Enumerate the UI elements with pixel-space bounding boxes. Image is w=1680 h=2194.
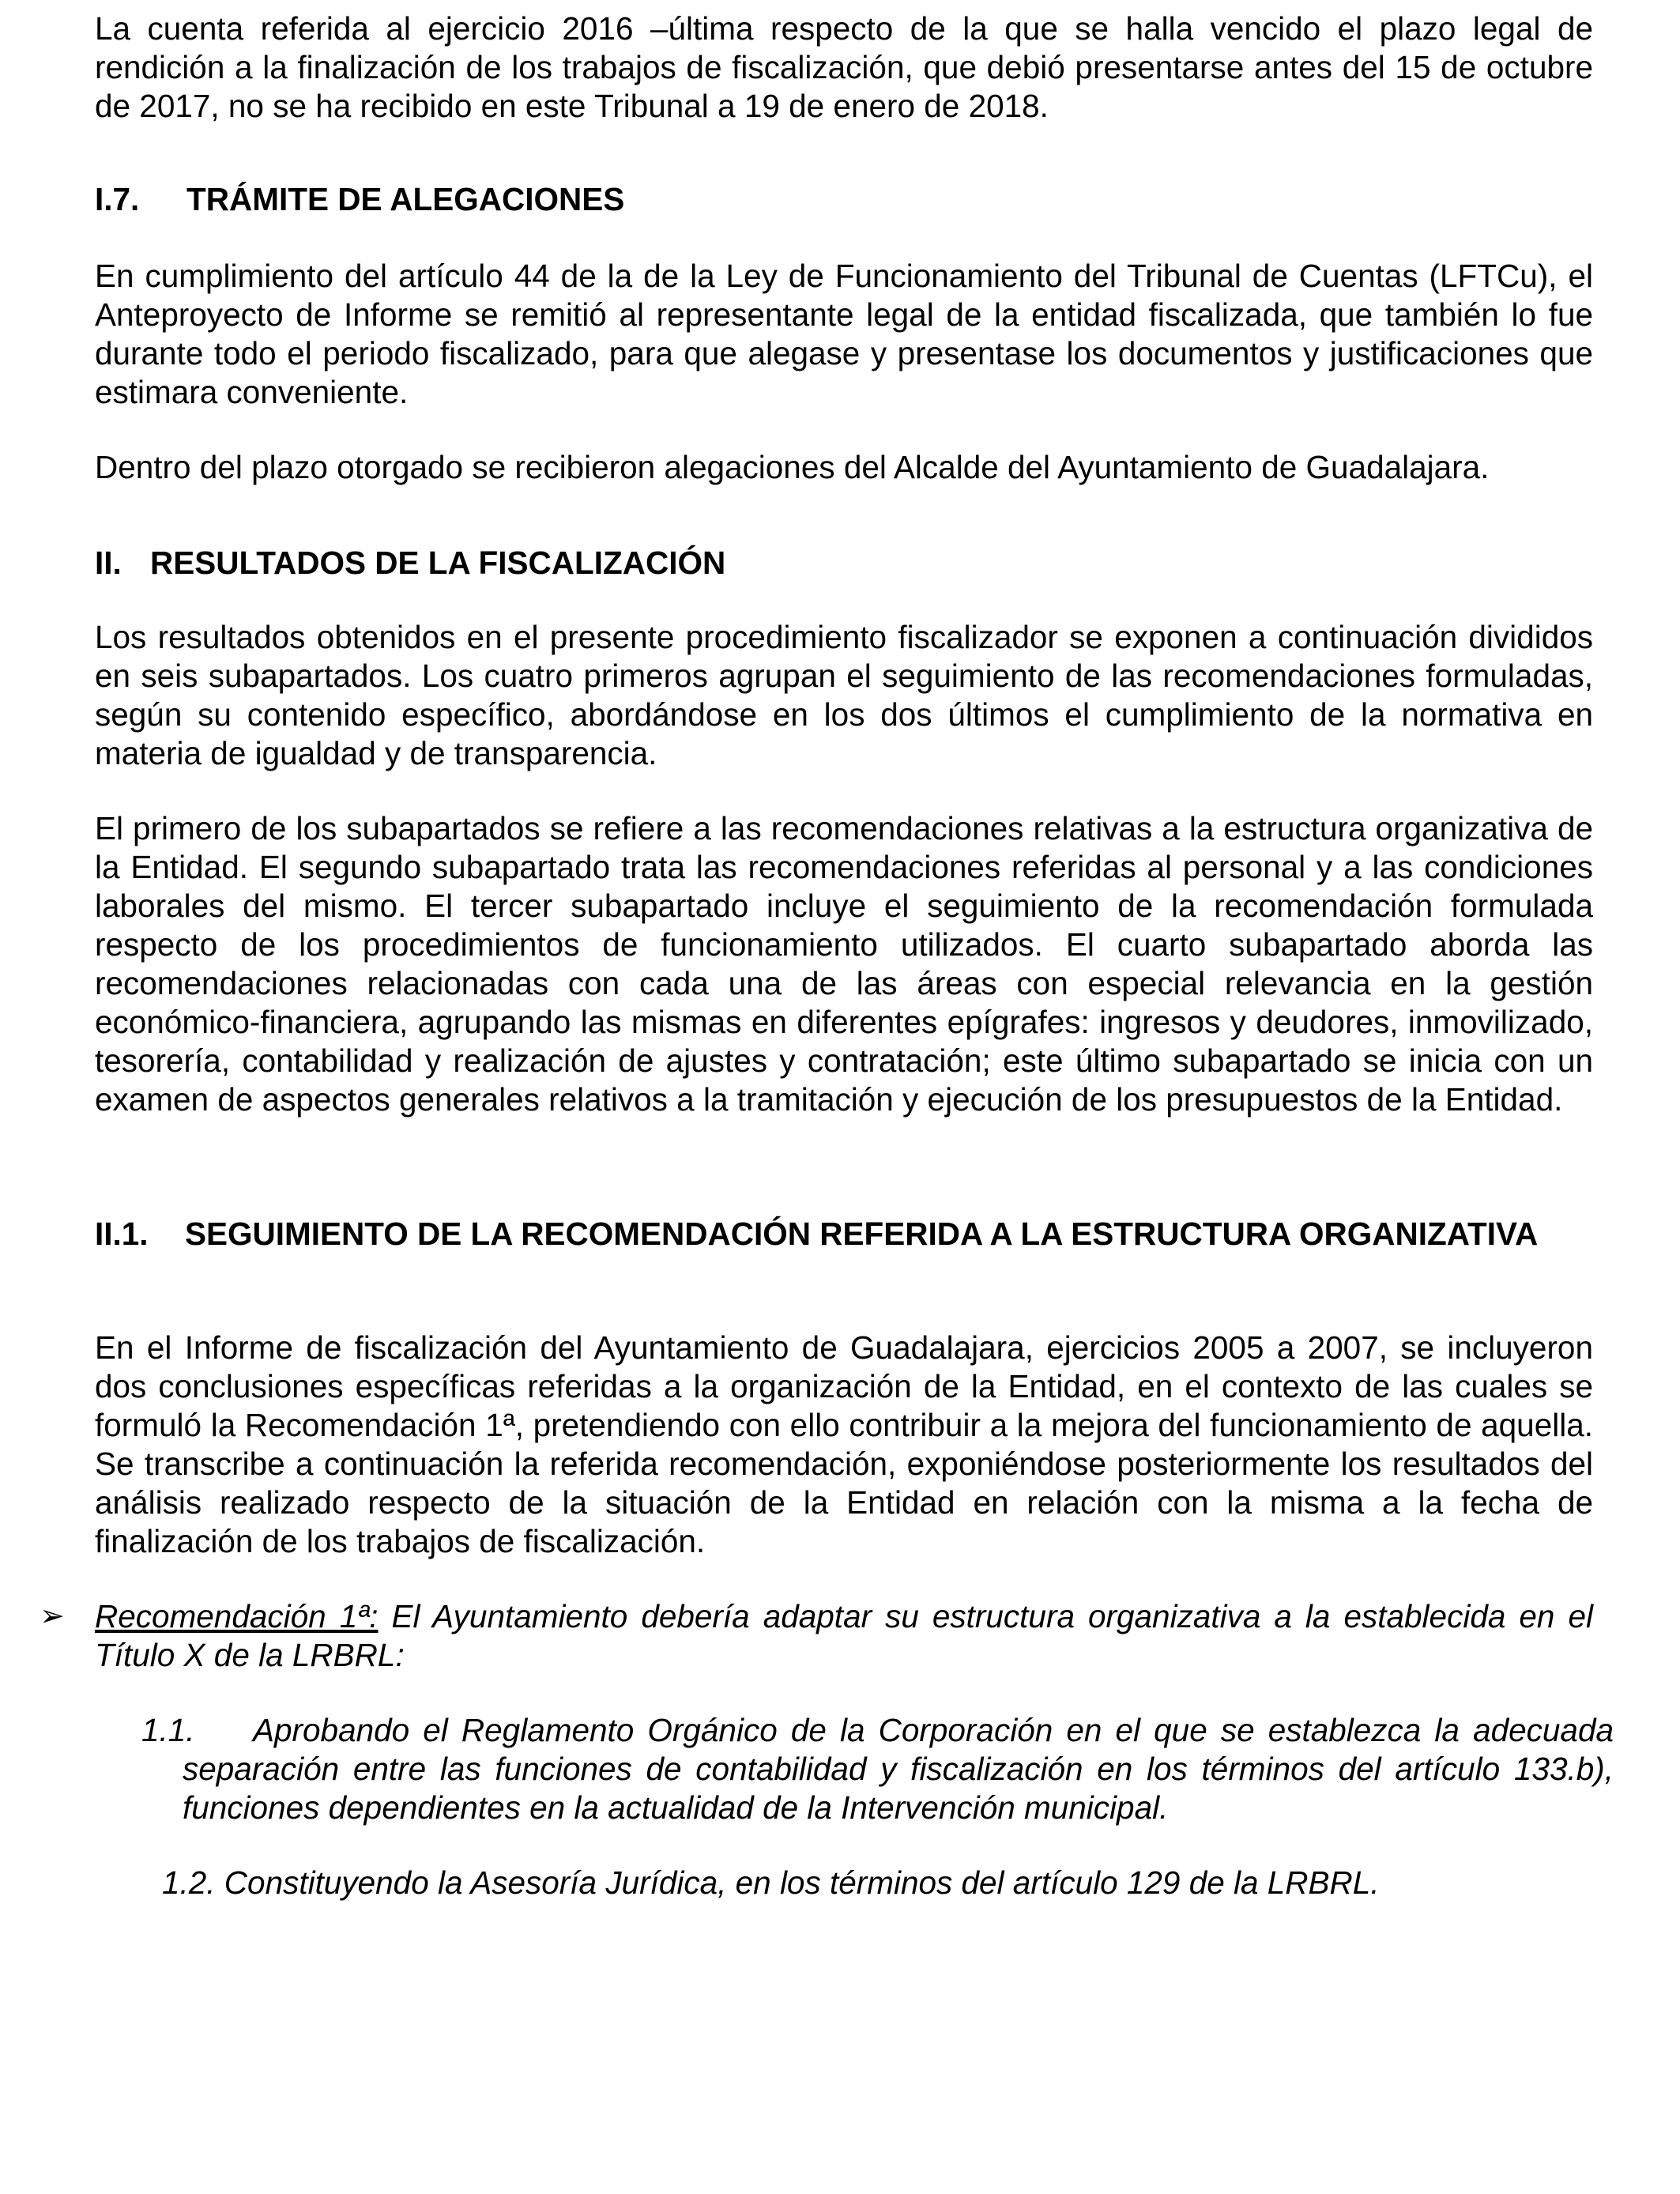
heading-number: I.7. [95, 181, 140, 217]
heading-seguimiento [95, 1215, 1593, 1253]
heading-resultados [95, 544, 1593, 582]
recommendation-subitem-2: 1.2. Constituyendo la Asesoría Jurídica, en los términos del artículo 129 de la LRBRL. [162, 1864, 1380, 1901]
subitem-1-text [141, 1711, 1614, 1827]
subitem-1-number: 1.1. [141, 1712, 195, 1748]
paragraph-informe-fiscalizacion: En el Informe de fiscalización del Ayuntamiento de Guadalajara, ejercicios 2005 a 2007, se incluyeron dos conclusiones específicas referidas a la organización de la Entidad, en el contexto de las cuales se formuló la Recomendación 1ª, pretendiendo con ello contribuir a la mejora del funcionamiento de aquella. Se transcribe a continuación la referida recomendación, exponiéndose posteriormente los resultados del análisis realizado respecto de la situación de la Entidad en relación con la misma a la fecha de finalización de los trabajos de fiscalización. [95, 1329, 1593, 1559]
heading-text: TRÁMITE DE ALEGACIONES [186, 181, 625, 217]
heading-tramite-alegaciones [95, 180, 1593, 219]
arrow-bullet-icon: ➢ [40, 1600, 65, 1633]
paragraph-lftcu: En cumplimiento del artículo 44 de la de la Ley de Funcionamiento del Tribunal de Cuentas (LFTCu), el Anteproyecto de Informe se remitió al representante legal de la entidad fiscalizada, que también lo fue durante todo el periodo fiscalizado, para que alegase y presentase los documentos y justificaciones que estimara conveniente. [95, 258, 1593, 410]
recommendation-body: El Ayuntamiento debería adaptar su estructura organizativa a la establecida en el Título X de la LRBRL: [95, 1598, 1593, 1673]
heading-number: II.1. [95, 1216, 149, 1252]
paragraph-resultados-obtenidos: Los resultados obtenidos en el presente procedimiento fiscalizador se exponen a continuación divididos en seis subapartados. Los cuatro primeros agrupan el seguimiento de las recomendaciones formuladas, según su contenido específico, abordándose en los dos últimos el cumplimiento de la normativa en materia de igualdad y de transparencia. [95, 619, 1593, 771]
recommendation-label: Recomendación 1ª: [95, 1598, 379, 1634]
heading-number: II. [95, 545, 122, 581]
paragraph-alegaciones-recibidas: Dentro del plazo otorgado se recibieron alegaciones del Alcalde del Ayuntamiento de Guadalajara. [95, 449, 1490, 485]
paragraph-cuenta-2016: La cuenta referida al ejercicio 2016 –última respecto de la que se halla vencido el plazo legal de rendición a la finalización de los trabajos de fiscalización, que debió presentarse antes del 15 de octubre de 2017, no se ha recibido en este Tribunal a 19 de enero de 2018. [95, 10, 1593, 124]
paragraph-subapartados: El primero de los subapartados se refiere a las recomendaciones relativas a la estructura organizativa de la Entidad. El segundo subapartado trata las recomendaciones referidas al personal y a las condiciones laborales del mismo. El tercer subapartado incluye el seguimiento de la recomendación formulada respecto de los procedimientos de funcionamiento utilizados. El cuarto subapartado aborda las recomendaciones relacionadas con cada una de las áreas con especial relevancia en la gestión económico-financiera, agrupando las mismas en diferentes epígrafes: ingresos y deudores, inmovilizado, tesorería, contabilidad y realización de ajustes y contratación; este último subapartado se inicia con un examen de aspectos generales relativos a la tramitación y ejecución de los presupuestos de la Entidad. [95, 810, 1593, 1118]
heading-text: RESULTADOS DE LA FISCALIZACIÓN [150, 545, 726, 581]
recommendation-text [95, 1597, 1593, 1675]
heading-text: SEGUIMIENTO DE LA RECOMENDACIÓN REFERIDA A LA ESTRUCTURA ORGANIZATIVA [185, 1216, 1539, 1252]
subitem-1-body: Aprobando el Reglamento Orgánico de la Corporación en el que se establezca la adecuada separación entre las funciones de contabilidad y fiscalización en los términos del artículo 133.b), funciones dependientes en la actualidad de la Intervención municipal. [183, 1712, 1614, 1826]
